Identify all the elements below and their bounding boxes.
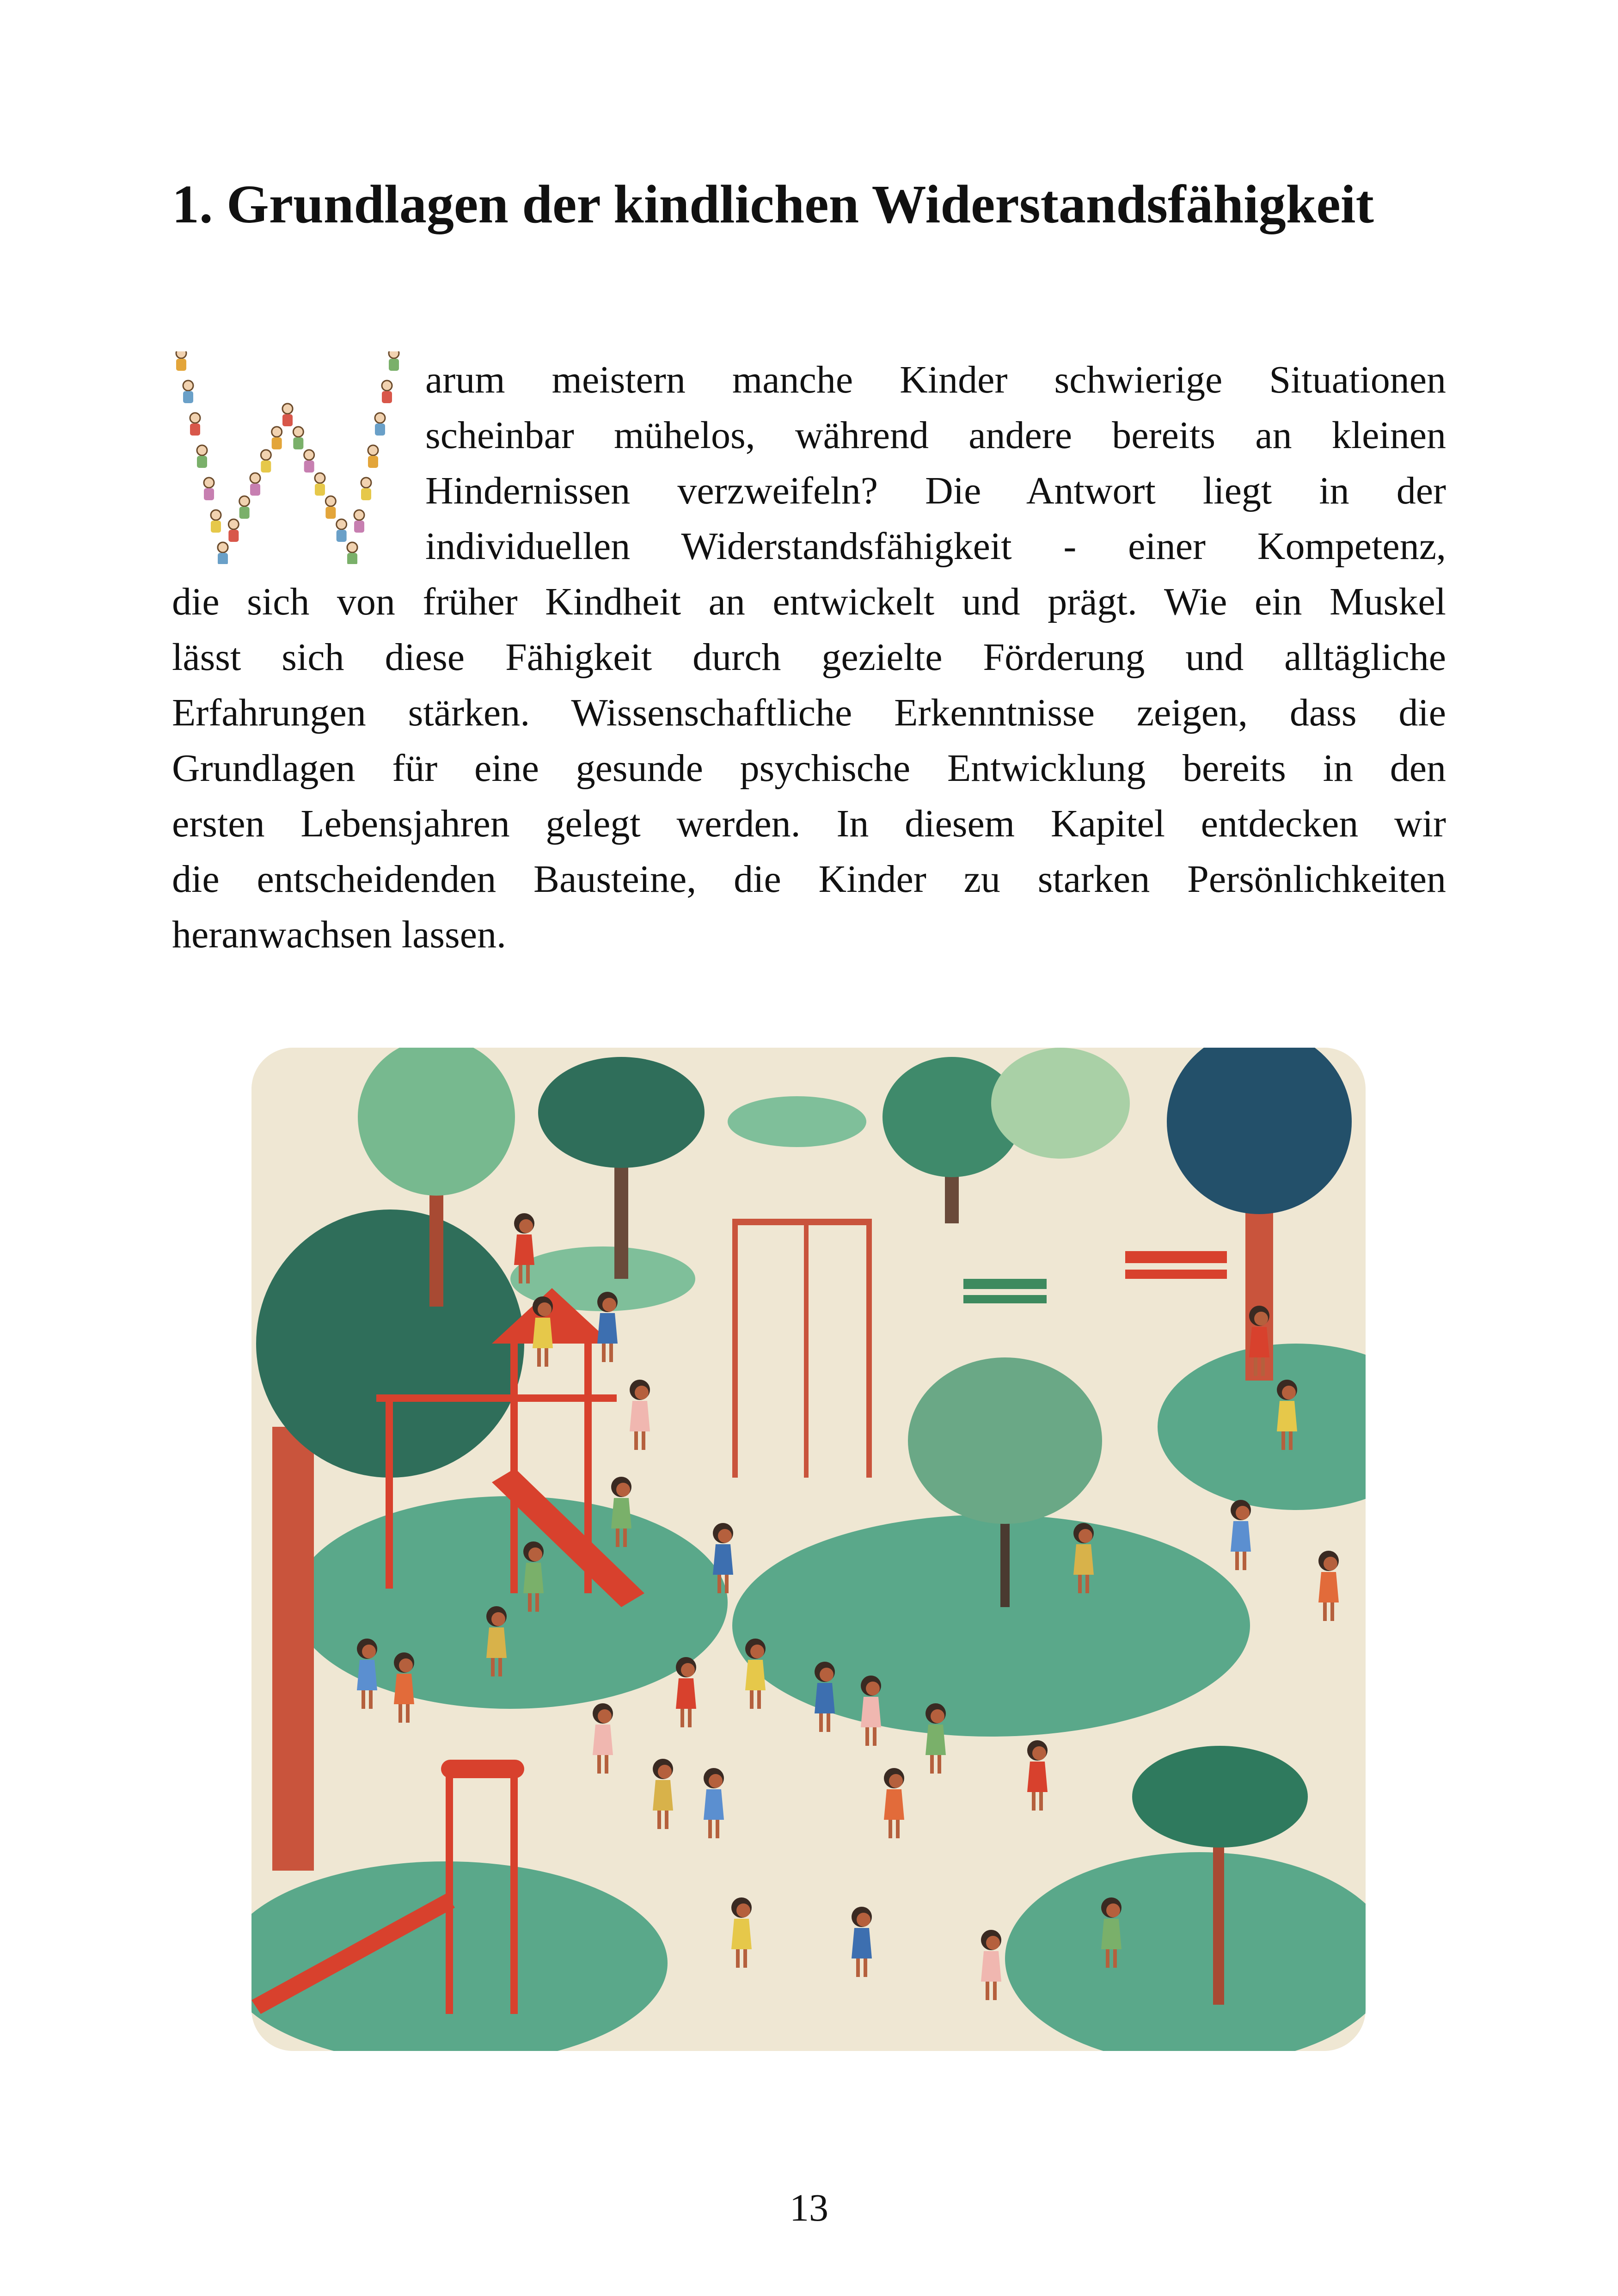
paragraph-line: die entscheidenden Bausteine, die Kinder zu starken Persönlichkeiten: [172, 858, 1446, 901]
play-structure: [386, 1394, 393, 1589]
swing-frame: [866, 1219, 872, 1478]
paragraph-line: die sich von früher Kindheit an entwickelt und prägt. Wie ein Muskel: [172, 580, 1446, 623]
paragraph-line: lässt sich diese Fähigkeit durch gezielte Förderung und alltägliche: [172, 636, 1446, 679]
play-structure: [510, 1774, 518, 2014]
tree-crown: [908, 1357, 1102, 1524]
tree-crown: [991, 1048, 1130, 1159]
paragraph-line: heranwachsen lassen.: [172, 913, 507, 956]
play-tower-top: [441, 1760, 524, 1778]
bench: [1125, 1251, 1227, 1263]
tree-crown: [1132, 1746, 1308, 1848]
swing-frame: [732, 1219, 738, 1478]
swing-frame: [804, 1219, 809, 1478]
page-number: 13: [790, 2186, 828, 2229]
bench: [963, 1295, 1047, 1303]
play-structure: [376, 1394, 617, 1402]
bench: [963, 1279, 1047, 1289]
play-structure: [510, 1334, 518, 1593]
paragraph-line: arum meistern manche Kinder schwierige Situationen: [425, 358, 1446, 401]
paragraph-line: Grundlagen für eine gesunde psychische Entwicklung bereits in den: [172, 747, 1446, 790]
chapter-title: 1. Grundlagen der kindlichen Widerstandsfähigkeit: [172, 174, 1374, 234]
paragraph-line: individuellen Widerstandsfähigkeit - einer Kompetenz,: [425, 525, 1446, 568]
paragraph-line: Hindernissen verzweifeln? Die Antwort liegt in der: [425, 469, 1446, 512]
paragraph-line: ersten Lebensjahren gelegt werden. In diesem Kapitel entdecken wir: [172, 802, 1446, 845]
paragraph-line: scheinbar mühelos, während andere bereits an kleinen: [425, 414, 1446, 457]
grass-patch: [732, 1515, 1250, 1737]
tree-crown: [538, 1057, 705, 1168]
playground-illustration: [251, 1048, 1366, 2051]
bench: [1125, 1270, 1227, 1279]
playground-scene: [251, 1048, 1366, 2051]
intro-paragraph: [172, 352, 1446, 963]
grass-patch: [728, 1096, 866, 1147]
tree-trunk: [272, 1427, 314, 1871]
play-structure: [446, 1774, 453, 2014]
paragraph-line: Erfahrungen stärken. Wissenschaftliche Erkenntnisse zeigen, dass die: [172, 691, 1446, 734]
swing-frame: [732, 1219, 871, 1225]
